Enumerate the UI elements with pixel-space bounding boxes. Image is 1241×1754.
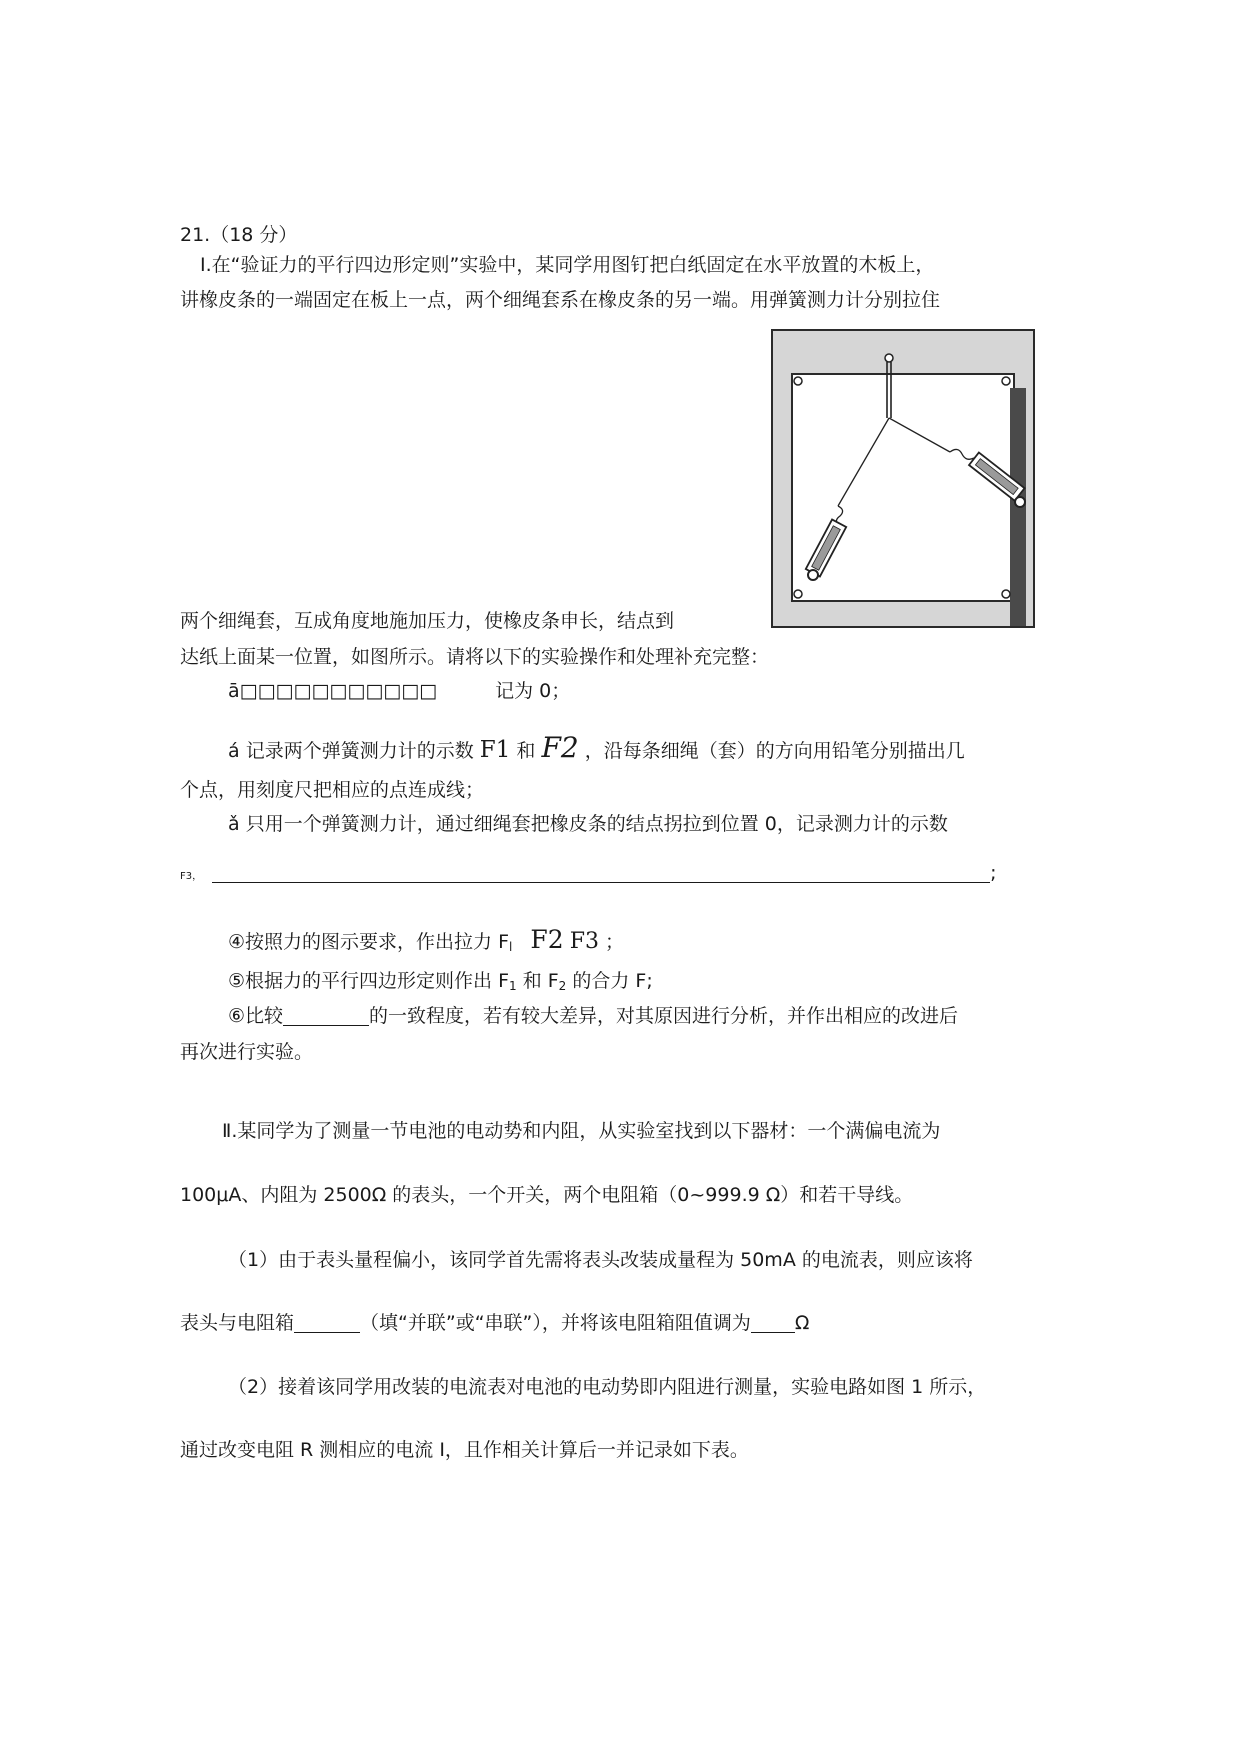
q1-line2: [180, 1310, 809, 1336]
step-4-f1-sub: l: [509, 940, 513, 954]
part1-intro-line2: 讲橡皮条的一端固定在板上一点，两个细绳套系在橡皮条的另一端。用弹簧测力计分别拉住: [180, 289, 941, 311]
step-1-tail: 记为 0；: [495, 680, 571, 702]
q1-text-a: 表头与电阻箱: [180, 1312, 295, 1334]
step-2-marker: á: [228, 740, 240, 762]
step-3-text: 只用一个弹簧测力计，通过细绳套把橡皮条的结点拐拉到位置 0，记录测力计的示数: [245, 813, 948, 835]
q1-resistance-blank[interactable]: [751, 1312, 795, 1333]
step-4-f3: F3: [569, 929, 599, 954]
step-2-line2: 个点，用刻度尺把相应的点连成线；: [180, 779, 485, 801]
step-6-blank[interactable]: [283, 1005, 369, 1026]
part2-line2: 100μA、内阻为 2500Ω 的表头，一个开关，两个电阻箱（0~999.9 Ω）和若干导线。: [180, 1184, 914, 1206]
part2-line1: Ⅱ.某同学为了测量一节电池的电动势和内阻，从实验室找到以下器材：一个满偏电流为: [222, 1120, 941, 1142]
q2-line1: （2）接着该同学用改装的电流表对电池的电动势即内阻进行测量，实验电路如图 1 所示，: [228, 1376, 987, 1398]
step-6-text-a: ⑥比较: [228, 1005, 284, 1027]
part1-intro-line4: 达纸上面某一位置，如图所示。请将以下的实验操作和处理补充完整：: [180, 646, 770, 668]
question-header: 21.（18 分）: [180, 224, 298, 246]
step-6-text-b: 的一致程度，若有较大差异，对其原因进行分析，并作出相应的改进后: [369, 1005, 959, 1027]
step-3-answer-line: [180, 860, 997, 890]
f3-small-label: F3: [180, 871, 193, 882]
f1-label: F1: [479, 737, 511, 763]
f3-comma: ，: [192, 871, 203, 882]
step-3-answer-blank[interactable]: [212, 862, 990, 883]
step-2-text: 记录两个弹簧测力计的示数: [245, 740, 474, 762]
step-5-text-c: 的合力 F;: [572, 970, 653, 992]
step-3: [228, 811, 948, 837]
step-3-end: ;: [990, 862, 997, 884]
q1-unit: Ω: [794, 1312, 810, 1334]
step-5-text-a: ⑤根据力的平行四边形定则作出 F: [228, 970, 510, 992]
f2-label: F2: [541, 731, 579, 764]
q1-text-b: （填“并联”或“串联”），并将该电阻箱阻值调为: [360, 1312, 751, 1334]
step-5-sub2: 2: [558, 979, 567, 993]
step-3-marker: ǎ: [228, 813, 240, 835]
part1-intro-line3: 两个细绳套，互成角度地施加压力，使橡皮条申长，结点到: [180, 610, 675, 632]
step-2: [228, 732, 965, 767]
part1-intro-line1: Ⅰ.在“验证力的平行四边形定则”实验中，某同学用图钉把白纸固定在水平放置的木板上，: [200, 254, 935, 276]
step-2-text-b: ，沿每条细绳（套）的方向用铅笔分别描出几: [584, 740, 965, 762]
step-1-garbled-text: □□□□□□□□□□□: [239, 680, 438, 702]
q1-line1: （1）由于表头量程偏小，该同学首先需将表头改装成量程为 50mA 的电流表，则应该将: [228, 1249, 973, 1271]
step-5-text-b: 和 F: [522, 970, 559, 992]
q1-connection-blank[interactable]: [294, 1312, 360, 1333]
step-1: [228, 678, 570, 704]
step-6-line2: 再次进行实验。: [180, 1041, 314, 1063]
step-5-sub1: 1: [509, 979, 517, 993]
step-6: [228, 1003, 958, 1029]
step-4-f2: F2: [530, 925, 564, 954]
q2-line2: 通过改变电阻 R 测相应的电流 I，且作相关计算后一并记录如下表。: [180, 1439, 749, 1461]
step-5: [228, 968, 653, 999]
step-4-end: ；: [605, 931, 625, 953]
experiment-figure: [768, 326, 1038, 631]
step-4-text: ④按照力的图示要求，作出拉力 F: [228, 931, 510, 953]
step-1-marker: ā: [228, 680, 240, 702]
step-4: [228, 924, 624, 963]
and-word: 和: [516, 740, 536, 762]
